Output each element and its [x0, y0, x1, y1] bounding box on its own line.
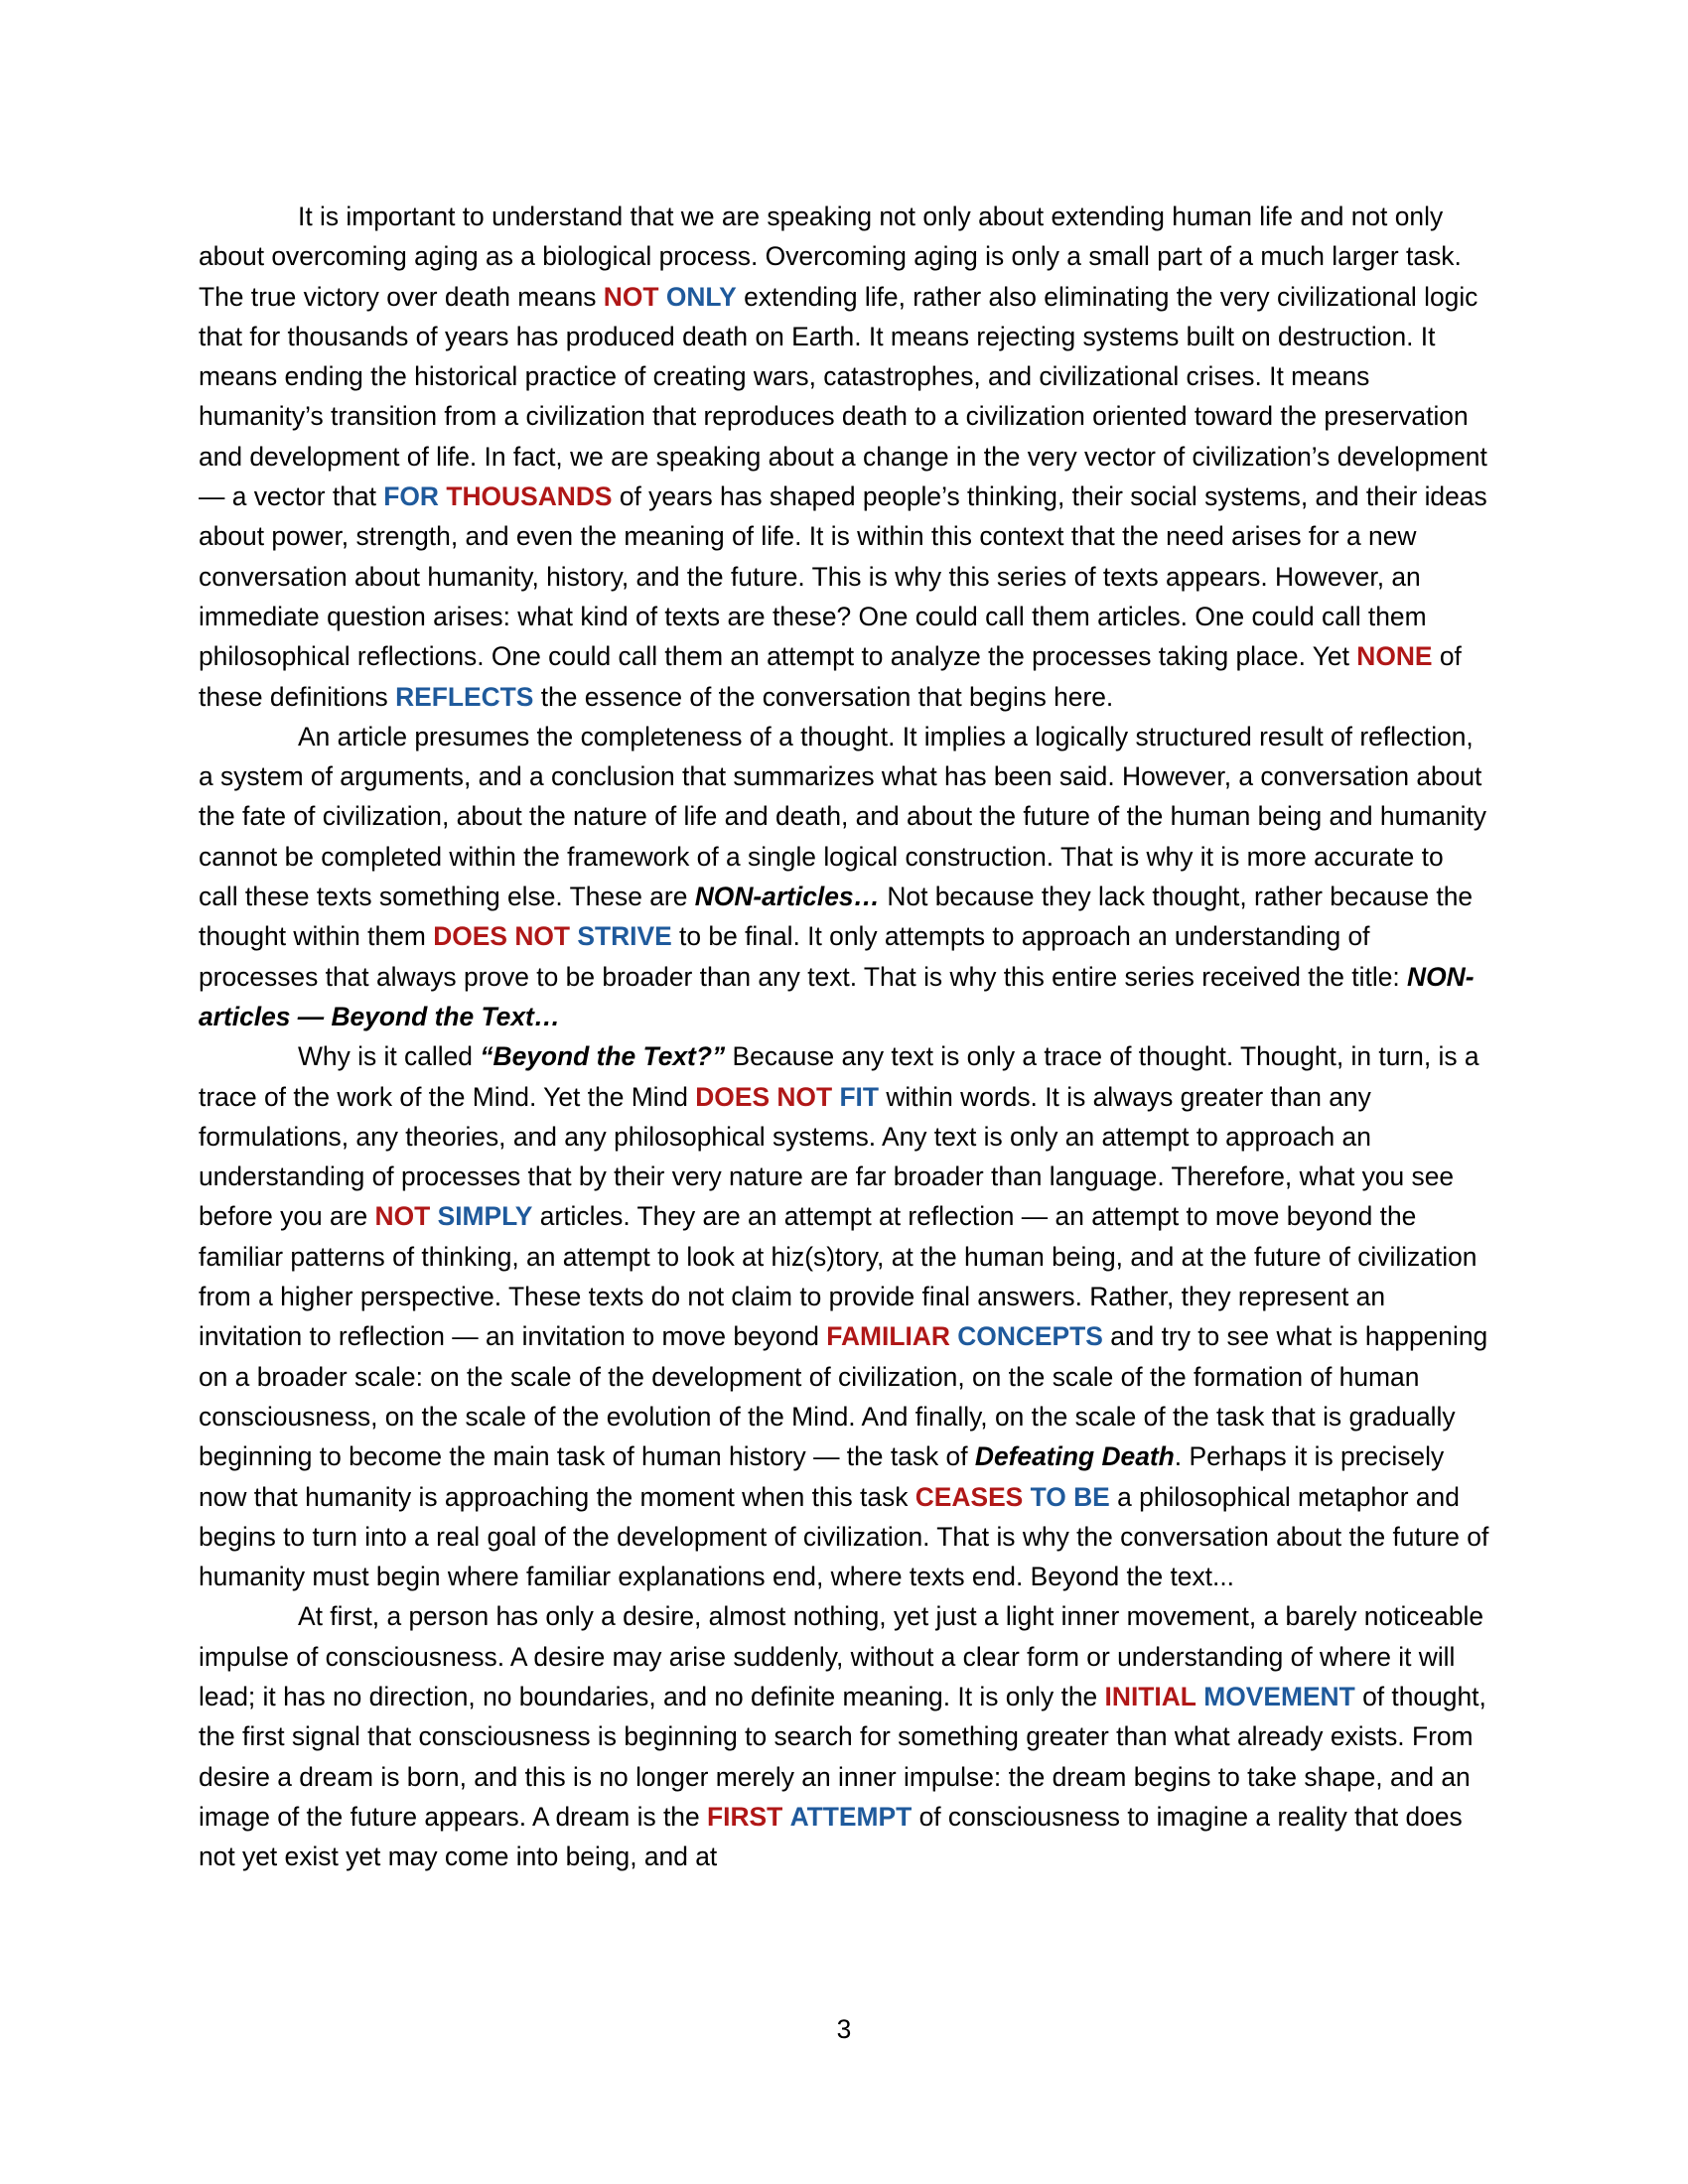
red-highlight-word: DOES NOT — [695, 1081, 833, 1112]
emphasis-text: NON-articles… — [694, 882, 880, 912]
blue-highlight-word: FOR — [383, 481, 439, 512]
red-highlight-word: CEASES — [914, 1481, 1024, 1512]
red-highlight-word: NOT — [603, 281, 659, 312]
blue-highlight-word: STRIVE — [577, 921, 672, 952]
blue-highlight-word: ONLY — [665, 281, 737, 312]
emphasis-text: Defeating Death — [974, 1441, 1175, 1472]
red-highlight-word: FAMILIAR — [826, 1321, 950, 1352]
emphasis-text: NON-articles — Beyond the Text… — [199, 961, 1475, 1031]
red-highlight-word: INITIAL — [1104, 1681, 1196, 1711]
red-highlight-word: DOES NOT — [433, 921, 571, 952]
blue-highlight-word: TO BE — [1030, 1481, 1110, 1512]
blue-highlight-word: SIMPLY — [437, 1201, 533, 1232]
blue-highlight-word: MOVEMENT — [1203, 1681, 1355, 1711]
page-number: 3 — [836, 2014, 852, 2044]
blue-highlight-word: FIT — [839, 1081, 880, 1112]
blue-highlight-word: ATTEMPT — [789, 1801, 913, 1832]
blue-highlight-word: REFLECTS — [395, 681, 534, 712]
red-highlight-word: THOUSANDS — [446, 481, 613, 512]
blue-highlight-word: CONCEPTS — [957, 1321, 1103, 1352]
paragraph-4: At first, a person has only a desire, almost nothing, yet just a light inner movement, a barely noticeable impulse of consciousness. A desire may arise suddenly, without a clear form or understanding of where it will lead; it has no direction, no boundaries, and no definite meaning. It is only the INITIAL MOVEMENT of thought, the first signal that consciousness is beginning to search for something greater than what already exists. From desire a dream is born, and this is no longer merely an inner impulse: the dream begins to take shape, and an image of the future appears. A dream is the FIRST ATTEMPT of consciousness to imagine a reality that does not yet exist yet may come into being, and at — [199, 1601, 1486, 1872]
document-body — [199, 197, 1489, 1876]
red-highlight-word: NOT — [374, 1201, 431, 1232]
red-highlight-word: NONE — [1356, 641, 1433, 672]
emphasis-text: “Beyond the Text?” — [480, 1041, 726, 1072]
paragraph-1: It is important to understand that we are speaking not only about extending human life and not only about overcoming aging as a biological process. Overcoming aging is only a small part of a much larger task. The true victory over death means NOT ONLY extending life, rather also eliminating the very civilizational logic that for thousands of years has produced death on Earth. It means rejecting systems built on destruction. It means ending the historical practice of creating wars, catastrophes, and civilizational crises. It means humanity’s transition from a civilization that reproduces death to a civilization oriented toward the preservation and development of life. In fact, we are speaking about a change in the very vector of civilization’s development — a vector that FOR THOUSANDS of years has shaped people’s thinking, their social systems, and their ideas about power, strength, and even the meaning of life. It is within this context that the need arises for a new conversation about humanity, history, and the future. This is why this series of texts appears. However, an immediate question arises: what kind of texts are these? One could call them articles. One could call them philosophical reflections. One could call them an attempt to analyze the processes taking place. Yet NONE of these definitions REFLECTS the essence of the conversation that begins here. — [199, 202, 1487, 712]
paragraph-3: Why is it called “Beyond the Text?” Because any text is only a trace of thought. Thought, in turn, is a trace of the work of the Mind. Yet the Mind DOES NOT FIT within words. It is always greater than any formulations, any theories, and any philosophical systems. Any text is only an attempt to approach an understanding of processes that by their very nature are far broader than language. Therefore, what you see before you are NOT SIMPLY articles. They are an attempt at reflection — an attempt to move beyond the familiar patterns of thinking, an attempt to look at hiz(s)tory, at the human being, and at the future of civilization from a higher perspective. These texts do not claim to provide final answers. Rather, they represent an invitation to reflection — an invitation to move beyond FAMILIAR CONCEPTS and try to see what is happening on a broader scale: on the scale of the development of civilization, on the scale of the formation of human consciousness, on the scale of the evolution of the Mind. And finally, on the scale of the task that is gradually beginning to become the main task of human history — the task of Defeating Death. Perhaps it is precisely now that humanity is approaching the moment when this task CEASES TO BE a philosophical metaphor and begins to turn into a real goal of the development of civilization. That is why the conversation about the future of humanity must begin where familiar explanations end, where texts end. Beyond the text... — [199, 1041, 1489, 1592]
paragraph-2: An article presumes the completeness of a thought. It implies a logically structured result of reflection, a system of arguments, and a conclusion that summarizes what has been said. However, a conversation about the fate of civilization, about the nature of life and death, and about the future of the human being and humanity cannot be completed within the framework of a single logical construction. That is why it is more accurate to call these texts something else. These are NON-articles… Not because they lack thought, rather because the thought within them DOES NOT STRIVE to be final. It only attempts to approach an understanding of processes that always prove to be broader than any text. That is why this entire series received the title: NON-articles — Beyond the Text… — [199, 721, 1486, 1031]
red-highlight-word: FIRST — [707, 1801, 783, 1832]
